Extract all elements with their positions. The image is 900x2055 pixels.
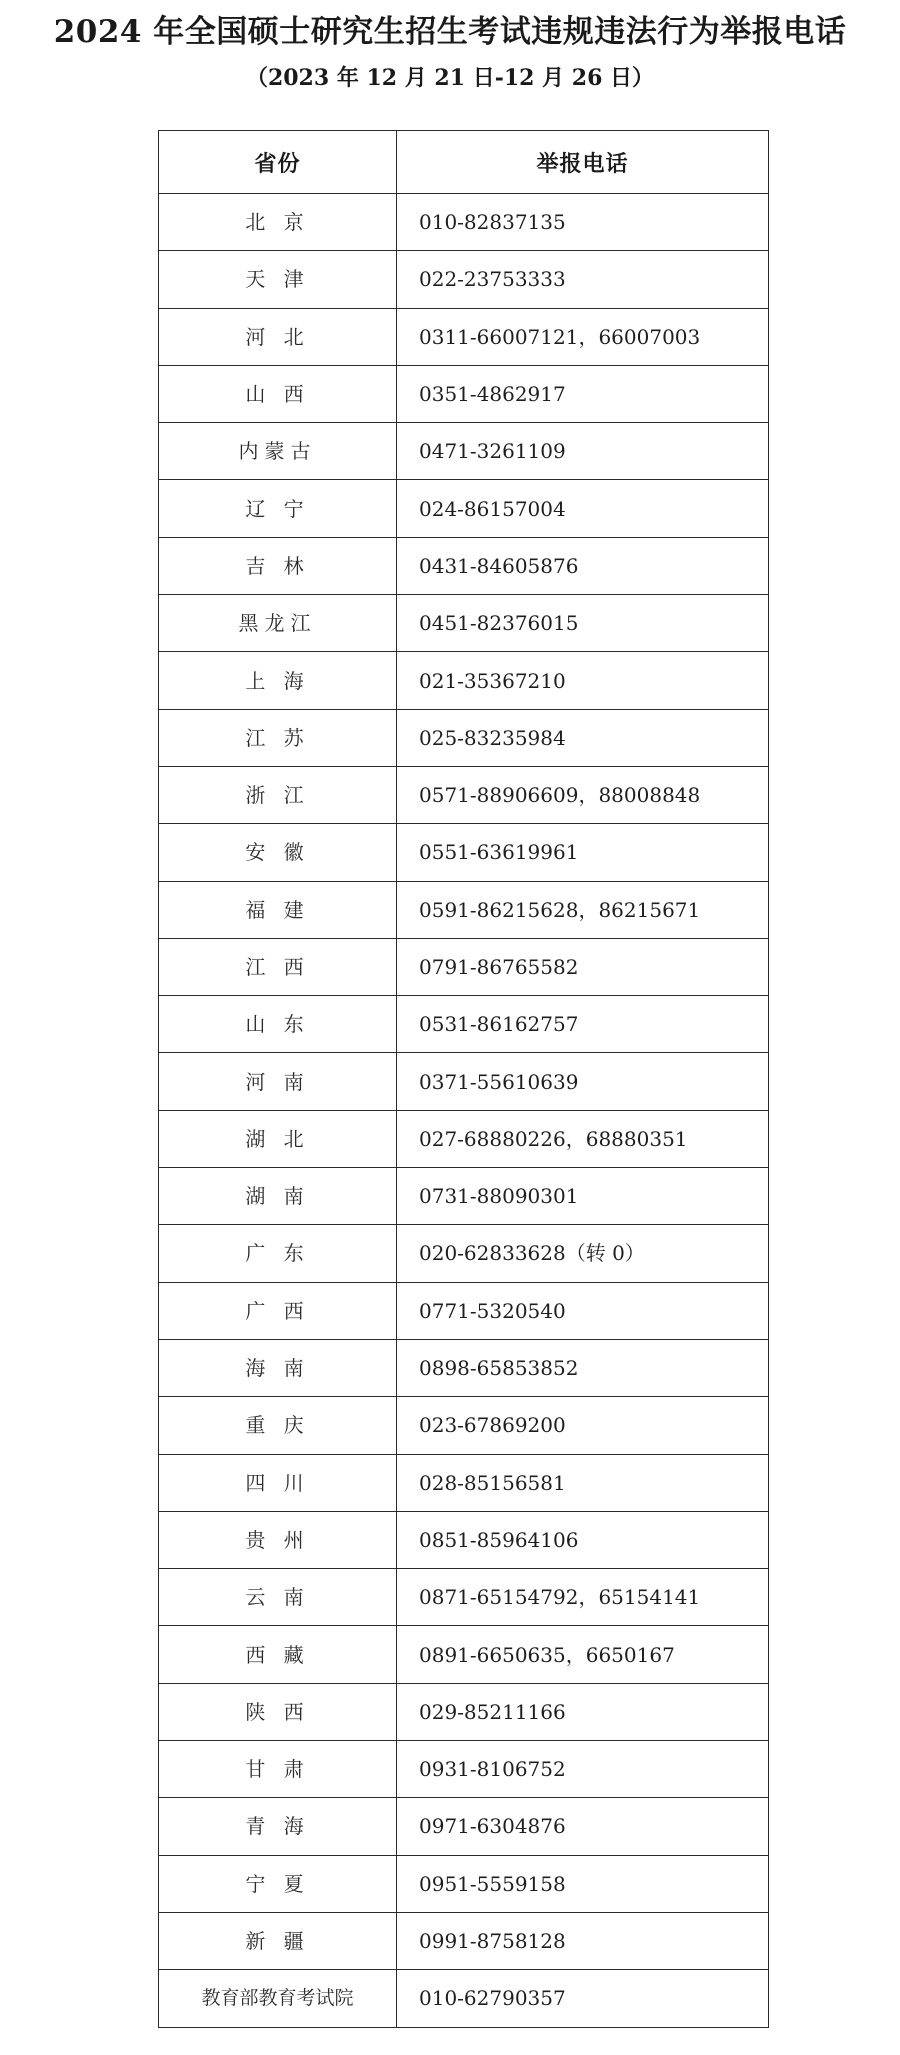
table-row [159, 1511, 769, 1568]
document-subtitle: （2023 年 12 月 21 日-12 月 26 日） [245, 65, 655, 91]
phone-cell: 0971-6304876 [397, 1798, 769, 1855]
province-cell: 四 川 [159, 1454, 397, 1511]
province-cell: 江 苏 [159, 709, 397, 766]
phone-cell: 0791-86765582 [397, 938, 769, 995]
table-row [159, 766, 769, 823]
phone-cell: 022-23753333 [397, 251, 769, 308]
province-cell: 教育部教育考试院 [159, 1970, 397, 2027]
table-row [159, 537, 769, 594]
province-cell: 浙 江 [159, 766, 397, 823]
phone-cell: 0351-4862917 [397, 365, 769, 422]
phone-cell: 027-68880226，68880351 [397, 1110, 769, 1167]
province-cell: 天 津 [159, 251, 397, 308]
phone-cell: 0431-84605876 [397, 537, 769, 594]
phone-cell: 0471-3261109 [397, 423, 769, 480]
province-cell: 福 建 [159, 881, 397, 938]
province-cell: 广 西 [159, 1282, 397, 1339]
province-cell: 山 东 [159, 996, 397, 1053]
phone-cell: 010-62790357 [397, 1970, 769, 2027]
table-row [159, 652, 769, 709]
province-cell: 山 西 [159, 365, 397, 422]
table-row [159, 480, 769, 537]
phone-cell: 0551-63619961 [397, 824, 769, 881]
phone-cell: 0991-8758128 [397, 1912, 769, 1969]
province-cell: 湖 南 [159, 1168, 397, 1225]
table-row [159, 1053, 769, 1110]
phone-cell: 0311-66007121，66007003 [397, 308, 769, 365]
phone-cell: 0891-6650635，6650167 [397, 1626, 769, 1683]
phone-cell: 024-86157004 [397, 480, 769, 537]
province-cell: 河 北 [159, 308, 397, 365]
table-row [159, 251, 769, 308]
phone-cell: 021-35367210 [397, 652, 769, 709]
table-row [159, 194, 769, 251]
table-row [159, 1970, 769, 2027]
phone-cell: 025-83235984 [397, 709, 769, 766]
phone-cell: 0898-65853852 [397, 1339, 769, 1396]
province-cell: 甘 肃 [159, 1741, 397, 1798]
province-cell: 陕 西 [159, 1683, 397, 1740]
document-title: 2024 年全国硕士研究生招生考试违规违法行为举报电话 [53, 14, 847, 50]
province-cell: 宁 夏 [159, 1855, 397, 1912]
province-cell: 黑龙江 [159, 595, 397, 652]
table-row [159, 881, 769, 938]
table-row [159, 595, 769, 652]
phone-cell: 0451-82376015 [397, 595, 769, 652]
province-cell: 河 南 [159, 1053, 397, 1110]
table-row [159, 1683, 769, 1740]
table-row [159, 308, 769, 365]
province-cell: 青 海 [159, 1798, 397, 1855]
table-header [159, 131, 769, 194]
table-row [159, 1912, 769, 1969]
province-cell: 辽 宁 [159, 480, 397, 537]
table-row [159, 1741, 769, 1798]
column-header-phone: 举报电话 [397, 131, 769, 194]
table-row [159, 1168, 769, 1225]
phone-cell: 0851-85964106 [397, 1511, 769, 1568]
table-row [159, 1855, 769, 1912]
province-cell: 西 藏 [159, 1626, 397, 1683]
table-row [159, 996, 769, 1053]
phone-cell: 023-67869200 [397, 1397, 769, 1454]
province-cell: 云 南 [159, 1569, 397, 1626]
table-row [159, 1339, 769, 1396]
hotline-table [158, 130, 769, 2028]
province-cell: 北 京 [159, 194, 397, 251]
phone-cell: 0571-88906609，88008848 [397, 766, 769, 823]
table-row [159, 709, 769, 766]
province-cell: 广 东 [159, 1225, 397, 1282]
table-row [159, 1397, 769, 1454]
table-row [159, 938, 769, 995]
province-cell: 内蒙古 [159, 423, 397, 480]
table-row [159, 824, 769, 881]
phone-cell: 0591-86215628，86215671 [397, 881, 769, 938]
phone-cell: 0871-65154792，65154141 [397, 1569, 769, 1626]
province-cell: 重 庆 [159, 1397, 397, 1454]
phone-cell: 0531-86162757 [397, 996, 769, 1053]
header-row [159, 131, 769, 194]
table-body [159, 194, 769, 2028]
table-row [159, 1225, 769, 1282]
province-cell: 江 西 [159, 938, 397, 995]
table-row [159, 1110, 769, 1167]
province-cell: 上 海 [159, 652, 397, 709]
province-cell: 湖 北 [159, 1110, 397, 1167]
table-row [159, 1626, 769, 1683]
phone-cell: 0951-5559158 [397, 1855, 769, 1912]
table-row [159, 1282, 769, 1339]
province-cell: 安 徽 [159, 824, 397, 881]
table-row [159, 1454, 769, 1511]
phone-cell: 0731-88090301 [397, 1168, 769, 1225]
phone-cell: 0771-5320540 [397, 1282, 769, 1339]
phone-cell: 010-82837135 [397, 194, 769, 251]
province-cell: 新 疆 [159, 1912, 397, 1969]
table-row [159, 365, 769, 422]
table-row [159, 1569, 769, 1626]
column-header-province: 省份 [159, 131, 397, 194]
province-cell: 贵 州 [159, 1511, 397, 1568]
phone-cell: 0371-55610639 [397, 1053, 769, 1110]
phone-cell: 028-85156581 [397, 1454, 769, 1511]
phone-cell: 020-62833628（转 0） [397, 1225, 769, 1282]
table-row [159, 1798, 769, 1855]
province-cell: 海 南 [159, 1339, 397, 1396]
table-row [159, 423, 769, 480]
province-cell: 吉 林 [159, 537, 397, 594]
phone-cell: 029-85211166 [397, 1683, 769, 1740]
phone-cell: 0931-8106752 [397, 1741, 769, 1798]
